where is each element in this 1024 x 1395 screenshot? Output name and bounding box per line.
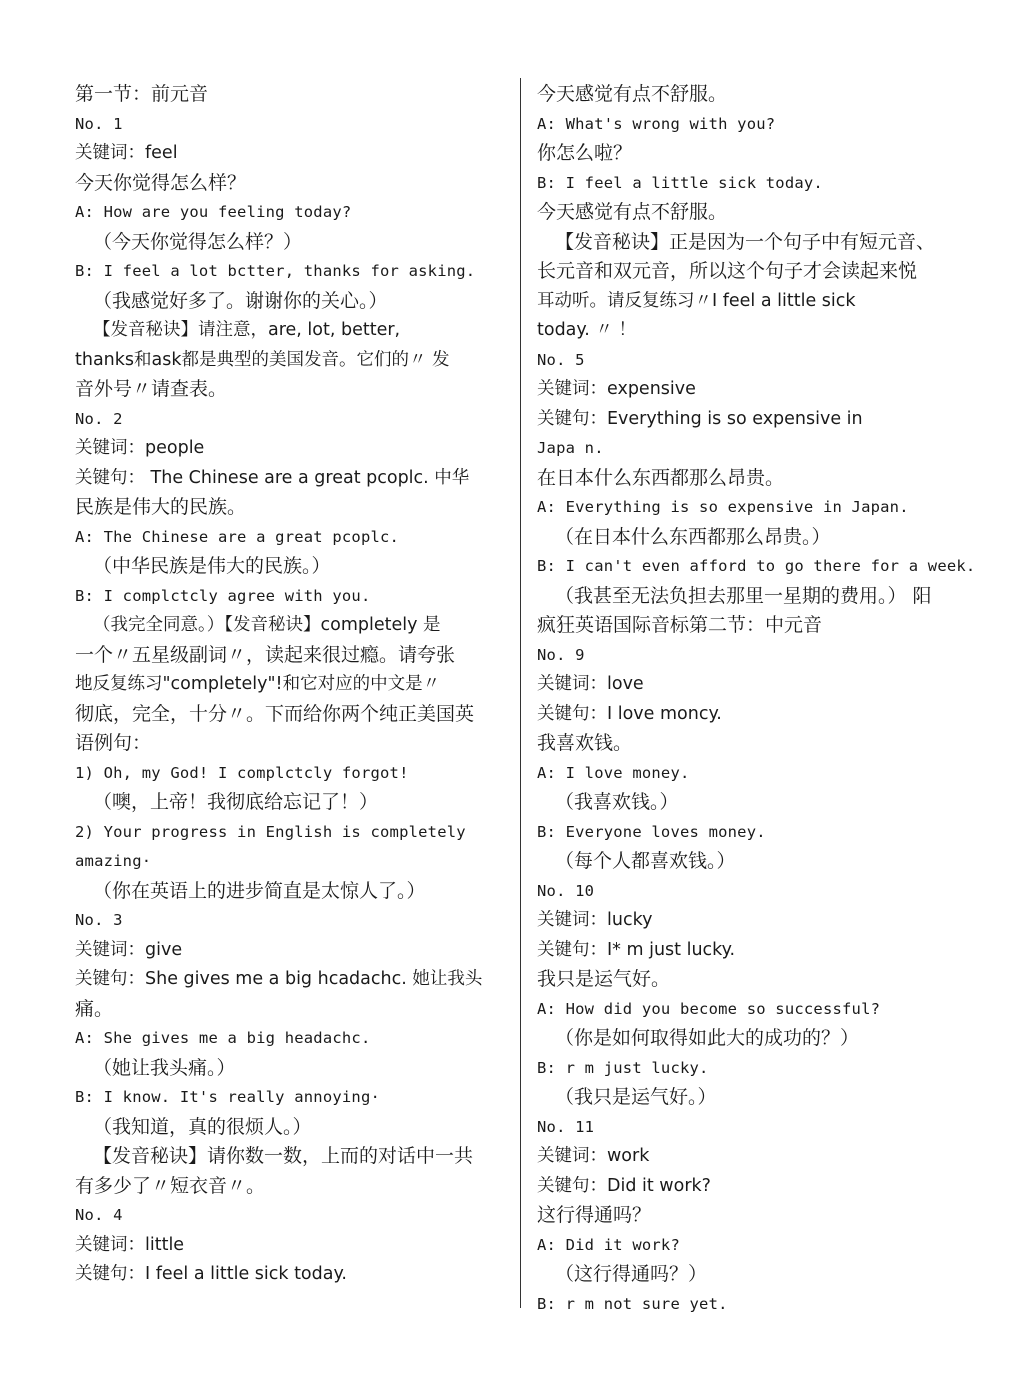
text-line: Japa n. xyxy=(537,439,604,457)
text-line: No. 1 xyxy=(75,114,123,133)
text-line: （我完全同意。）【发音秘诀】completely 是 xyxy=(93,615,441,635)
text-line: 今天感觉有点不舒服。 xyxy=(537,201,728,223)
text-line: 我喜欢钱。 xyxy=(537,732,633,754)
text-line: （我甚至无法负担去那里一星期的费用。） 阳 xyxy=(555,584,932,607)
text-line: No. 3 xyxy=(75,911,123,929)
text-line: （在日本什么东西都那么昂贵。） xyxy=(555,525,831,548)
text-line: 音外号〃请查表。 xyxy=(75,378,228,400)
text-line: A: What's wrong with you? xyxy=(537,114,776,133)
column-divider xyxy=(520,78,521,1308)
text-line: 关键词：work xyxy=(537,1146,650,1166)
text-line: 【发音秘诀】请注意，are, lot, better, xyxy=(93,320,401,340)
text-line: 关键词：feel xyxy=(75,143,178,163)
text-line: 痛。 xyxy=(75,997,114,1020)
text-line: 关键词：expensive xyxy=(537,379,696,399)
text-line: 关键句： The Chinese are a great pcoplc. 中华 xyxy=(75,467,470,488)
text-line: 语例句： xyxy=(75,732,152,754)
text-line: （我只是运气好。） xyxy=(555,1086,717,1108)
text-line: 一个〃五星级副词〃，读起来很过瘾。请夸张 xyxy=(75,643,456,666)
text-line: （你在英语上的进步简直是太惊人了。） xyxy=(93,879,426,902)
text-line: B: I know. It's really annoying· xyxy=(75,1088,381,1106)
text-line: 今天感觉有点不舒服。 xyxy=(537,83,728,105)
text-line: （今天你觉得怎么样？） xyxy=(93,230,303,253)
text-line: 彻底，完全，十分〃。下而给你两个纯正美国英 xyxy=(75,702,475,725)
text-line: A: She gives me a big headachc. xyxy=(75,1029,371,1047)
text-line: （我知道，真的很烦人。） xyxy=(93,1115,312,1138)
text-line: 关键词：give xyxy=(75,939,183,960)
text-line: 关键词：love xyxy=(537,674,644,694)
text-line: 1) Oh, my God! I complctcly forgot! xyxy=(75,763,409,782)
text-line: 2) Your progress in English is completely xyxy=(75,822,466,841)
text-line: 我只是运气好。 xyxy=(537,968,671,990)
text-line: 【发音秘诀】正是因为一个句子中有短元音、 xyxy=(555,230,936,253)
text-line: （这行得通吗？） xyxy=(555,1263,708,1285)
text-line: B: I can't even afford to go there for a week. xyxy=(537,557,976,575)
text-line: 有多少了〃短衣音〃。 xyxy=(75,1174,266,1197)
text-line: B: Everyone loves money. xyxy=(537,822,766,841)
text-line: 关键句：Everything is so expensive in xyxy=(537,408,863,429)
text-line: 长元音和双元音，所以这个句子才会读起来悦 xyxy=(537,260,918,282)
text-line: A: I love money. xyxy=(537,763,690,782)
text-line: 关键句：I feel a little sick today. xyxy=(75,1264,347,1284)
text-line: 第一节：前元音 xyxy=(75,83,209,105)
text-line: today. 〃 ！ xyxy=(537,320,636,340)
text-line: 在日本什么东西都那么昂贵。 xyxy=(537,466,785,489)
text-line: （我喜欢钱。） xyxy=(555,791,679,813)
text-line: No. 10 xyxy=(537,881,595,900)
text-line: B: I complctcly agree with you. xyxy=(75,586,371,605)
text-line: 民族是伟大的民族。 xyxy=(75,496,247,518)
text-line: B: r m just lucky. xyxy=(537,1058,709,1077)
text-line: No. 11 xyxy=(537,1117,595,1136)
text-line: 关键词：little xyxy=(75,1234,185,1255)
text-line: B: I feel a little sick today. xyxy=(537,173,823,192)
text-line: A: Everything is so expensive in Japan. xyxy=(537,498,909,516)
text-line: No. 4 xyxy=(75,1206,123,1224)
text-line: 这行得通吗？ xyxy=(537,1204,652,1226)
text-line: 【发音秘诀】请你数一数，上而的对话中一共 xyxy=(93,1145,474,1167)
text-line: 关键句：She gives me a big hcadachc. 她让我头 xyxy=(75,969,483,989)
text-line: 地反复练习"completely"!和它对应的中文是〃 xyxy=(75,674,441,694)
text-line: 关键句：I* m just lucky. xyxy=(537,939,736,960)
text-line: 你怎么啦？ xyxy=(537,142,633,164)
text-line: No. 9 xyxy=(537,645,585,664)
text-line: （你是如何取得如此大的成功的？） xyxy=(555,1027,860,1049)
text-line: 疯狂英语国际音标第二节：中元音 xyxy=(537,614,823,636)
text-line: No. 2 xyxy=(75,409,123,428)
text-line: 关键句：I love moncy. xyxy=(537,703,722,724)
text-line: A: How are you feeling today? xyxy=(75,203,352,221)
text-line: A: Did it work? xyxy=(537,1235,680,1254)
text-line: 关键词：people xyxy=(75,438,205,458)
text-line: A: How did you become so successful? xyxy=(537,999,881,1018)
left-column xyxy=(75,80,513,1290)
text-line: 今天你觉得怎么样？ xyxy=(75,171,247,194)
text-line: amazing· xyxy=(75,852,152,870)
text-line: A: The Chinese are a great pcoplc. xyxy=(75,527,400,546)
text-line: thanks和ask都是典型的美国发音。它们的〃 发 xyxy=(75,349,450,370)
text-line: 关键词：lucky xyxy=(537,910,653,930)
text-line: B: r m not sure yet. xyxy=(537,1294,728,1313)
right-column xyxy=(537,80,977,1319)
text-line: 耳动听。请反复练习〃I feel a little sick xyxy=(537,290,856,311)
text-line: （中华民族是伟大的民族。） xyxy=(93,555,331,577)
text-line: 关键句：Did it work? xyxy=(537,1175,711,1196)
text-line: （噢，上帝！我彻底给忘记了！） xyxy=(93,791,379,813)
text-line: No. 5 xyxy=(537,350,585,369)
text-line: （我感觉好多了。谢谢你的关心。） xyxy=(93,289,388,312)
text-line: （每个人都喜欢钱。） xyxy=(555,850,736,872)
text-line: B: I feel a lot bctter, thanks for asking. xyxy=(75,262,476,280)
text-line: （她让我头痛。） xyxy=(93,1056,236,1079)
